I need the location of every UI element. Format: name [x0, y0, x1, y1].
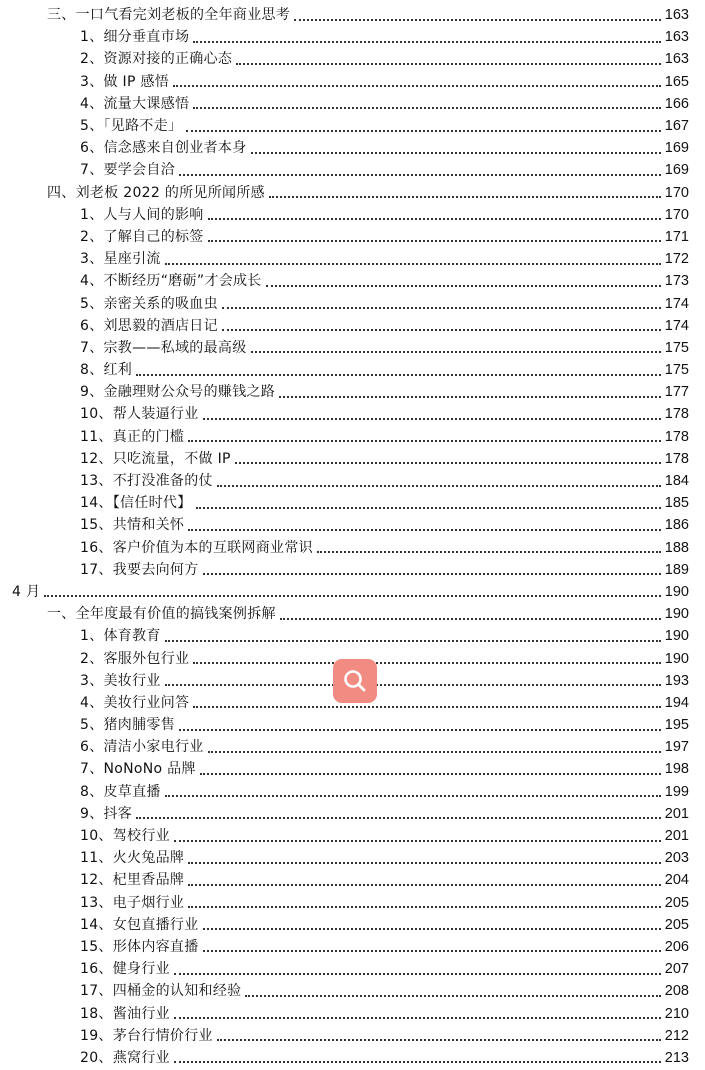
dot-leader [165, 639, 661, 642]
dot-leader [193, 40, 660, 43]
toc-entry[interactable] [0, 137, 705, 159]
toc-entry-page: 165 [664, 73, 689, 90]
toc-entry[interactable] [0, 93, 705, 115]
toc-entry[interactable] [0, 781, 705, 803]
toc-entry-title: 12、只吃流量，不做 IP [80, 450, 231, 467]
toc-entry-title: 4、流量大课感悟 [80, 95, 190, 112]
toc-entry-title: 三、一口气看完刘老板的全年商业思考 [47, 7, 291, 24]
toc-entry-title: 四、刘老板 2022 的所见所闻所感 [47, 184, 265, 201]
toc-entry[interactable] [0, 448, 705, 470]
dot-leader [251, 350, 661, 353]
toc-entry[interactable] [0, 958, 705, 980]
search-button[interactable] [333, 659, 377, 703]
toc-entry-page: 166 [664, 95, 689, 112]
toc-entry[interactable] [0, 359, 705, 381]
toc-entry[interactable] [0, 248, 705, 270]
toc-entry[interactable] [0, 803, 705, 825]
toc-entry[interactable] [0, 337, 705, 359]
toc-entry-page: 174 [664, 295, 689, 312]
toc-entry[interactable] [0, 847, 705, 869]
dot-leader [222, 306, 661, 309]
toc-entry-page: 163 [664, 51, 689, 68]
toc-entry-page: 177 [664, 384, 689, 401]
toc-entry-page: 207 [664, 961, 689, 978]
toc-entry-page: 190 [664, 606, 689, 623]
toc-entry-page: 163 [664, 7, 689, 24]
toc-entry-page: 203 [664, 850, 689, 867]
dot-leader [188, 905, 661, 908]
toc-entry[interactable] [0, 470, 705, 492]
toc-entry[interactable] [0, 581, 705, 603]
dot-leader [188, 861, 661, 864]
toc-entry-page: 178 [664, 428, 689, 445]
dot-leader [188, 883, 661, 886]
toc-entry-page: 198 [664, 761, 689, 778]
toc-entry-title: 15、共情和关怀 [80, 517, 185, 534]
toc-entry[interactable] [0, 714, 705, 736]
toc-entry[interactable] [0, 315, 705, 337]
toc-entry-title: 6、刘思毅的酒店日记 [80, 317, 218, 334]
toc-entry-title: 13、电子烟行业 [80, 894, 185, 911]
toc-entry-page: 169 [664, 140, 689, 157]
dot-leader [136, 816, 661, 819]
toc-entry-page: 197 [664, 739, 689, 756]
toc-entry[interactable] [0, 603, 705, 625]
dot-leader [266, 284, 661, 287]
dot-leader [236, 62, 661, 65]
toc-entry-page: 188 [664, 539, 689, 556]
dot-leader [235, 461, 661, 464]
dot-leader [251, 151, 661, 154]
toc-entry-page: 205 [664, 894, 689, 911]
toc-entry[interactable] [0, 71, 705, 93]
toc-entry[interactable] [0, 159, 705, 181]
dot-leader [208, 239, 661, 242]
dot-leader [193, 106, 660, 109]
table-of-contents [0, 4, 705, 1069]
toc-entry-title: 16、客户价值为本的互联网商业常识 [80, 539, 313, 556]
toc-entry[interactable] [0, 381, 705, 403]
toc-entry-title: 6、清洁小家电行业 [80, 739, 204, 756]
toc-entry-page: 171 [664, 228, 689, 245]
dot-leader [280, 617, 661, 620]
toc-entry-title: 17、四桶金的认知和经验 [80, 983, 242, 1000]
dot-leader [279, 395, 661, 398]
toc-entry-page: 190 [664, 650, 689, 667]
toc-entry[interactable] [0, 980, 705, 1002]
toc-entry-page: 190 [664, 628, 689, 645]
toc-entry-title: 7、宗教——私域的最高级 [80, 339, 247, 356]
dot-leader [174, 839, 661, 842]
toc-entry-title: 9、抖客 [80, 805, 133, 822]
dot-leader [203, 572, 661, 575]
toc-entry-title: 4、美妆行业问答 [80, 694, 190, 711]
dot-leader [188, 528, 661, 531]
toc-entry-page: 170 [664, 206, 689, 223]
dot-leader [203, 927, 661, 930]
toc-entry-title: 一、全年度最有价值的搞钱案例拆解 [47, 606, 276, 623]
toc-entry[interactable] [0, 226, 705, 248]
toc-entry[interactable] [0, 48, 705, 70]
dot-leader [174, 1060, 661, 1063]
toc-entry-page: 205 [664, 916, 689, 933]
toc-entry-title: 2、资源对接的正确心态 [80, 51, 233, 68]
toc-entry[interactable] [0, 514, 705, 536]
toc-entry-title: 3、星座引流 [80, 251, 161, 268]
toc-entry-page: 201 [664, 828, 689, 845]
dot-leader [179, 173, 661, 176]
toc-entry-title: 2、客服外包行业 [80, 650, 190, 667]
dot-leader [203, 949, 661, 952]
toc-entry-page: 189 [664, 561, 689, 578]
toc-entry-title: 19、茅台行情价行业 [80, 1027, 213, 1044]
dot-leader [269, 195, 661, 198]
dot-leader [222, 328, 661, 331]
toc-entry[interactable] [0, 26, 705, 48]
toc-entry-title: 1、人与人间的影响 [80, 206, 204, 223]
toc-entry-title: 14、【信任时代】 [80, 495, 192, 512]
toc-entry-title: 5、「见路不走」 [80, 118, 183, 135]
toc-entry[interactable] [0, 1025, 705, 1047]
dot-leader [294, 18, 661, 21]
dot-leader [217, 484, 661, 487]
toc-entry-title: 13、不打没准备的仗 [80, 473, 213, 490]
toc-entry-title: 3、做 IP 感悟 [80, 73, 170, 90]
toc-entry-page: 210 [664, 1005, 689, 1022]
toc-entry-title: 20、燕窝行业 [80, 1049, 170, 1066]
toc-entry-page: 178 [664, 450, 689, 467]
dot-leader [174, 1016, 661, 1019]
toc-entry-title: 12、杞里香品牌 [80, 872, 185, 889]
toc-entry-page: 206 [664, 938, 689, 955]
toc-entry[interactable] [0, 4, 705, 26]
toc-entry[interactable] [0, 559, 705, 581]
toc-entry-page: 178 [664, 406, 689, 423]
toc-entry[interactable] [0, 1047, 705, 1069]
toc-entry-title: 17、我要去向何方 [80, 561, 199, 578]
toc-entry[interactable] [0, 270, 705, 292]
toc-entry-title: 8、皮草直播 [80, 783, 161, 800]
dot-leader [179, 728, 661, 731]
toc-entry-title: 7、要学会自洽 [80, 162, 176, 179]
dot-leader [193, 705, 660, 708]
toc-entry-title: 4、不断经历“磨砺”才会成长 [80, 273, 262, 290]
toc-entry[interactable] [0, 869, 705, 891]
toc-entry-page: 172 [664, 251, 689, 268]
toc-entry-title: 11、真正的门槛 [80, 428, 185, 445]
toc-entry-page: 163 [664, 29, 689, 46]
toc-entry-page: 195 [664, 717, 689, 734]
toc-entry-page: 212 [664, 1027, 689, 1044]
toc-entry-page: 201 [664, 805, 689, 822]
toc-entry-page: 169 [664, 162, 689, 179]
toc-entry[interactable] [0, 426, 705, 448]
toc-entry[interactable] [0, 182, 705, 204]
toc-entry-page: 173 [664, 273, 689, 290]
toc-entry-title: 1、细分垂直市场 [80, 29, 190, 46]
toc-entry-page: 193 [664, 672, 689, 689]
toc-entry[interactable] [0, 736, 705, 758]
dot-leader [165, 683, 661, 686]
toc-entry-title: 1、体育教育 [80, 628, 161, 645]
toc-entry-page: 174 [664, 317, 689, 334]
toc-entry[interactable] [0, 914, 705, 936]
toc-entry-page: 213 [664, 1049, 689, 1066]
dot-leader [173, 84, 661, 87]
toc-entry-page: 199 [664, 783, 689, 800]
toc-entry-title: 6、信念感来自创业者本身 [80, 140, 247, 157]
toc-entry-title: 5、猪肉脯零售 [80, 717, 176, 734]
toc-entry-title: 8、红利 [80, 362, 133, 379]
toc-entry-page: 190 [664, 583, 689, 600]
toc-entry[interactable] [0, 537, 705, 559]
dot-leader [200, 772, 661, 775]
toc-entry-page: 167 [664, 118, 689, 135]
toc-entry-page: 170 [664, 184, 689, 201]
dot-leader [186, 129, 660, 132]
toc-entry-title: 10、驾校行业 [80, 828, 170, 845]
toc-entry-title: 5、亲密关系的吸血虫 [80, 295, 218, 312]
dot-leader [136, 373, 661, 376]
toc-entry-title: 2、了解自己的标签 [80, 228, 204, 245]
toc-entry-page: 175 [664, 362, 689, 379]
toc-entry-title: 4 月 [12, 583, 41, 600]
toc-entry[interactable] [0, 492, 705, 514]
dot-leader [165, 262, 661, 265]
toc-entry-page: 185 [664, 495, 689, 512]
dot-leader [245, 994, 660, 997]
dot-leader [217, 1038, 661, 1041]
toc-entry-page: 208 [664, 983, 689, 1000]
toc-entry[interactable] [0, 936, 705, 958]
toc-entry[interactable] [0, 1002, 705, 1024]
magnifier-icon [342, 668, 368, 694]
toc-entry-page: 194 [664, 694, 689, 711]
toc-entry-title: 3、美妆行业 [80, 672, 161, 689]
toc-entry[interactable] [0, 204, 705, 226]
dot-leader [174, 972, 661, 975]
toc-entry-title: 18、酱油行业 [80, 1005, 170, 1022]
toc-entry-title: 14、女包直播行业 [80, 916, 199, 933]
dot-leader [193, 661, 660, 664]
toc-entry[interactable] [0, 115, 705, 137]
toc-entry-title: 16、健身行业 [80, 961, 170, 978]
toc-entry-page: 204 [664, 872, 689, 889]
dot-leader [317, 550, 661, 553]
dot-leader [196, 506, 661, 509]
toc-entry-page: 175 [664, 339, 689, 356]
toc-entry[interactable] [0, 825, 705, 847]
toc-entry[interactable] [0, 758, 705, 780]
toc-entry-title: 11、火火兔品牌 [80, 850, 185, 867]
toc-entry[interactable] [0, 403, 705, 425]
toc-entry-page: 186 [664, 517, 689, 534]
dot-leader [165, 794, 661, 797]
toc-entry-page: 184 [664, 473, 689, 490]
dot-leader [208, 217, 661, 220]
toc-entry-title: 9、金融理财公众号的赚钱之路 [80, 384, 276, 401]
toc-entry-title: 15、形体内容直播 [80, 938, 199, 955]
dot-leader [208, 750, 661, 753]
toc-entry[interactable] [0, 892, 705, 914]
toc-entry-title: 7、NoNoNo 品牌 [80, 761, 196, 778]
toc-entry[interactable] [0, 292, 705, 314]
dot-leader [44, 594, 661, 597]
dot-leader [203, 417, 661, 420]
dot-leader [188, 439, 661, 442]
toc-entry[interactable] [0, 625, 705, 647]
toc-entry-title: 10、帮人装逼行业 [80, 406, 199, 423]
